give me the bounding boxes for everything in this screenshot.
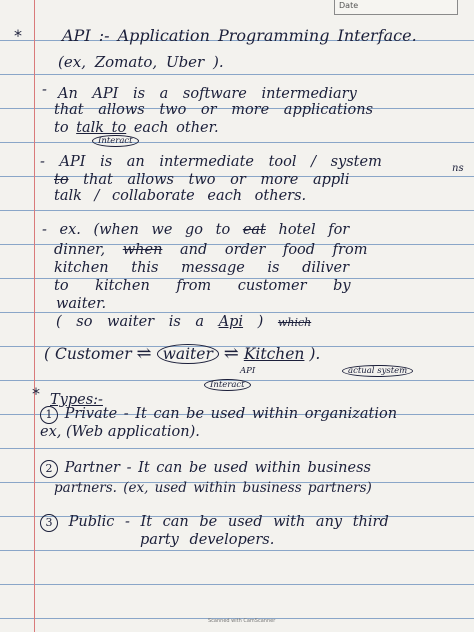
interact-oval-2: Interact — [204, 379, 251, 391]
definition2-line-2-b: that allows two or more appli — [68, 172, 350, 188]
flow-interact-label — [204, 380, 251, 390]
struck-word-when: when — [122, 242, 163, 258]
type-private-text: Private - It can be used within organization — [58, 406, 398, 422]
example-line-2 — [54, 240, 367, 260]
flow-kitchen: Kitchen — [243, 345, 305, 363]
type-public — [40, 512, 389, 532]
type-public-text: Public - It can be used with any third — [58, 514, 389, 530]
api-examples: (ex, Zomato, Uber ). — [58, 53, 224, 71]
flow-customer: ( Customer — [44, 345, 137, 363]
waiter-line-a: ( so waiter is a — [56, 314, 219, 330]
api-underlined: Api — [218, 314, 244, 330]
flow-waiter: waiter — [157, 344, 219, 364]
types-heading-text: Types:- — [50, 392, 103, 408]
type-partner — [40, 458, 371, 478]
waiter-is-api-line — [56, 312, 311, 333]
example-line-5: waiter. — [56, 296, 107, 312]
actual-system-label — [342, 366, 413, 376]
actual-system-oval: actual system — [342, 365, 413, 377]
type-partner-text: Partner - It can be used within business — [58, 460, 371, 476]
margin-line — [34, 0, 35, 632]
date-box — [334, 0, 458, 15]
definition-line-3-a: to — [54, 120, 77, 136]
struck-word-eat: eat — [242, 222, 266, 238]
types-star: * — [32, 384, 40, 403]
type-partner-example: partners. (ex, used within business partners) — [54, 480, 372, 496]
bidirectional-arrow-1-icon: ⇌ — [136, 343, 152, 364]
struck-word-to: to — [54, 172, 69, 188]
definition-line-3-c: each other. — [126, 120, 219, 136]
number-2-circle: 2 — [40, 460, 58, 478]
definition2-line-1: - API is an intermediate tool / system — [40, 154, 382, 170]
definition-line-2: that allows two or more applications — [54, 102, 374, 118]
example-line-1-a: - ex. (when we go to — [42, 222, 243, 238]
scan-tag: Scanned with CamScanner — [208, 618, 276, 624]
dash-marker: - — [42, 82, 47, 98]
waiter-line-b: ) — [243, 314, 264, 330]
definition-line-1: An API is a software intermediary — [58, 86, 357, 102]
type-private-example: ex, (Web application). — [40, 424, 200, 440]
example-line-1-b: hotel for — [265, 222, 350, 238]
edge-text: ns — [452, 163, 464, 174]
type-private — [40, 404, 397, 424]
number-1-circle: 1 — [40, 406, 58, 424]
flow-end: ). — [304, 345, 321, 363]
struck-word-which: which — [277, 316, 312, 329]
definition-line-3 — [54, 118, 219, 138]
api-heading: API :- Application Programming Interface. — [62, 26, 417, 45]
example-line-4: to kitchen from customer by — [54, 278, 351, 294]
interact-oval-1: Interact — [92, 135, 139, 147]
definition2-line-3: talk / collaborate each others. — [54, 188, 307, 204]
bidirectional-arrow-2-icon: ⇌ — [223, 343, 239, 364]
date-label: Date — [339, 1, 359, 10]
flow-line — [44, 344, 320, 364]
example-line-1 — [42, 220, 349, 240]
type-public-example: party developers. — [140, 532, 275, 548]
heading-star: * — [14, 26, 22, 45]
example-line-2-a: dinner, — [54, 242, 123, 258]
talk-to-phrase: talk to — [76, 120, 127, 136]
number-3-circle: 3 — [40, 514, 58, 532]
example-line-3: kitchen this message is diliver — [54, 260, 350, 276]
example-line-2-b: and order food from — [162, 242, 368, 258]
flow-api-label: API — [240, 366, 256, 376]
interact-note-1 — [92, 136, 139, 146]
